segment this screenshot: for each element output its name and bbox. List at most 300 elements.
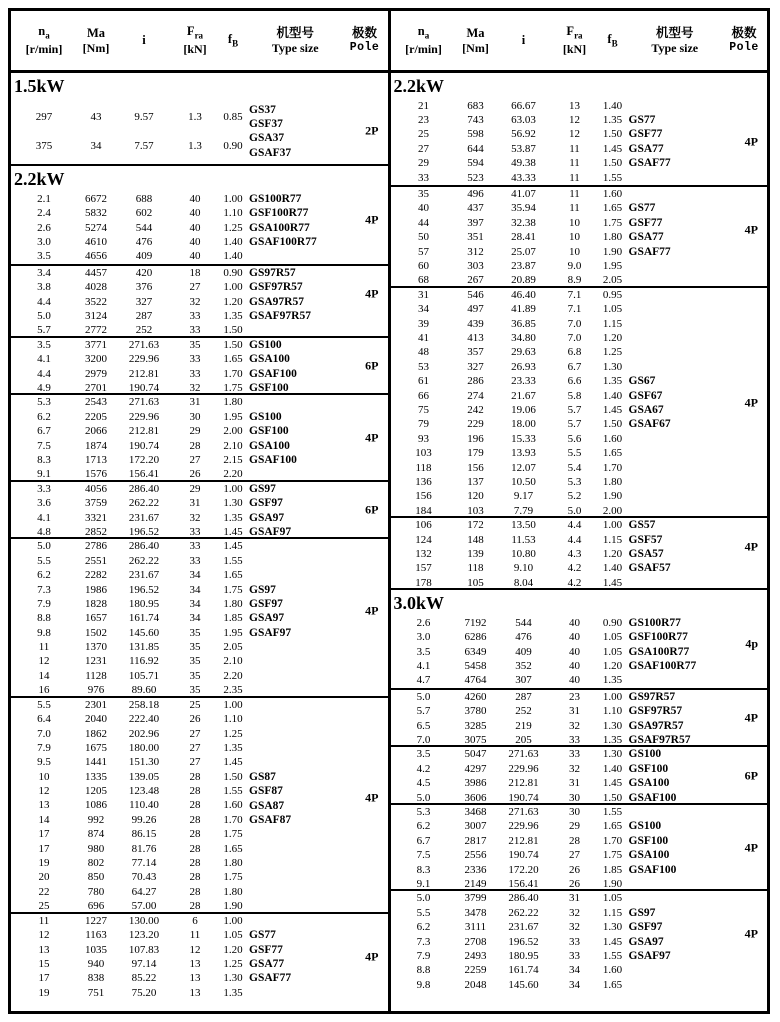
fra-value: 27 [189, 727, 201, 740]
na-value: 17 [38, 828, 50, 841]
fra-value: 11 [569, 157, 580, 170]
type-size-list [249, 410, 297, 468]
fb-value: 1.75 [223, 828, 243, 841]
ma-value: 274 [467, 389, 484, 402]
na-value: 13 [38, 943, 50, 956]
ma-value: 43 [90, 110, 102, 123]
table-row [11, 957, 388, 971]
i-value: 110.40 [129, 799, 159, 812]
na-value: 41 [418, 332, 429, 345]
ma-value: 2786 [85, 540, 107, 553]
table-row [11, 698, 388, 712]
i-value: 26.93 [511, 360, 536, 373]
fra-value: 32 [569, 906, 580, 919]
left-panel [11, 11, 388, 1011]
i-value: 123.48 [128, 785, 160, 798]
type-size-list [629, 906, 671, 964]
type-size-name: GSAF97 [249, 626, 292, 639]
na-value: 5.0 [416, 690, 431, 703]
i-value: 271.63 [508, 748, 539, 761]
na-value: 48 [418, 346, 429, 359]
na-value: 4.4 [37, 295, 51, 308]
ma-value: 156 [467, 461, 484, 474]
fra-value: 23 [569, 690, 580, 703]
fb-value: 1.80 [223, 396, 243, 409]
ma-value: 3111 [464, 921, 487, 934]
fb-value: 1.10 [223, 713, 243, 726]
i-value: 34.80 [511, 332, 536, 345]
row-group [391, 803, 768, 889]
fra-value: 29 [189, 425, 201, 438]
fb-value: 2.35 [223, 684, 243, 697]
fb-value: 0.90 [602, 616, 623, 629]
fb-value: 1.30 [602, 748, 623, 761]
ma-value: 1713 [85, 453, 107, 466]
fra-value: 13 [189, 957, 201, 970]
ma-value: 120 [467, 490, 484, 503]
i-value: 9.10 [513, 562, 534, 575]
na-value: 23 [418, 114, 429, 127]
i-value: 205 [515, 733, 532, 746]
fb-value: 1.50 [602, 791, 623, 804]
fb-value: 1.95 [223, 410, 243, 423]
na-value: 7.3 [416, 935, 431, 948]
fb-value: 1.00 [223, 914, 243, 927]
fb-value: 1.35 [223, 986, 243, 999]
ma-value: 6286 [464, 631, 487, 644]
i-value: 36.85 [511, 317, 536, 330]
ma-value: 3285 [464, 719, 487, 732]
table-row [11, 539, 388, 553]
fra-value: 30 [569, 791, 580, 804]
fb-value: 1.40 [602, 562, 623, 575]
i-value: 271.63 [128, 396, 160, 409]
fra-value: 30 [189, 410, 201, 423]
na-value: 3.5 [416, 748, 431, 761]
i-value: 15.33 [511, 432, 536, 445]
na-value: 3.4 [37, 266, 51, 279]
na-value: 3.0 [37, 235, 51, 248]
table-row [11, 410, 388, 424]
fb-value: 1.80 [223, 597, 243, 610]
type-size-name: GSAF100 [628, 791, 677, 804]
type-size-list [629, 374, 671, 432]
type-size-name: GSF77 [249, 943, 283, 956]
fb-value: 1.15 [602, 906, 623, 919]
table-row [391, 374, 768, 388]
fb-value: 1.50 [602, 157, 623, 170]
table-row [391, 630, 768, 644]
pole-value: 6P [365, 358, 379, 373]
fb-value: 1.35 [602, 375, 623, 388]
fra-value: 28 [189, 871, 201, 884]
i-value: 57.00 [131, 900, 157, 913]
col-header-ma [77, 25, 115, 57]
table-row [391, 113, 768, 127]
fra-value: 25 [189, 698, 201, 711]
i-value: 77.14 [131, 857, 157, 870]
table-row [391, 906, 768, 920]
fb-value: 1.20 [602, 332, 623, 345]
ma-value: 5458 [464, 659, 487, 672]
i-value: 286.40 [128, 540, 160, 553]
ma-value: 229 [467, 418, 484, 431]
fra-value: 7.0 [567, 317, 582, 330]
na-value: 6.2 [37, 569, 51, 582]
table-row [391, 718, 768, 732]
ma-value: 2852 [85, 525, 107, 538]
table-row [11, 654, 388, 668]
i-value: 172.20 [128, 453, 160, 466]
table-row [391, 403, 768, 417]
section-title: 2.2kW [14, 169, 65, 190]
i-value: 688 [135, 192, 153, 205]
ma-value: 196 [467, 432, 484, 445]
section-title: 3.0kW [393, 593, 445, 614]
fra-value: 26 [189, 468, 201, 481]
na-value: 8.8 [37, 612, 51, 625]
fb-value: 2.05 [223, 641, 243, 654]
ma-value: 5047 [464, 748, 487, 761]
fb-value: 1.65 [223, 842, 243, 855]
type-size-list [629, 113, 671, 171]
fra-value: 7.1 [567, 288, 582, 301]
fb-value: 1.00 [223, 482, 243, 495]
na-value: 7.9 [37, 741, 51, 754]
fra-value: 28 [189, 857, 201, 870]
row-group [391, 745, 768, 803]
na-value: 34 [418, 303, 429, 316]
i-value: 12.07 [511, 461, 536, 474]
table-row [391, 288, 768, 302]
type-size-name: GSAF97 [249, 525, 292, 538]
na-value: 157 [415, 562, 432, 575]
na-value: 5.7 [416, 705, 431, 718]
fra-value: 26 [569, 877, 580, 890]
type-size-list [249, 482, 291, 540]
table-row [391, 704, 768, 718]
na-value: 12 [38, 785, 50, 798]
ma-value: 2149 [464, 877, 487, 890]
na-value: 11 [38, 914, 50, 927]
ma-value: 2040 [85, 713, 107, 726]
i-value: 89.60 [131, 684, 157, 697]
table-row [391, 302, 768, 316]
type-size-name: GSA97 [249, 612, 285, 625]
i-value: 544 [515, 616, 532, 629]
fra-value: 31 [189, 497, 201, 510]
table-row [11, 798, 388, 812]
pole-en: Pole [729, 41, 759, 55]
fb-value: 1.40 [602, 389, 623, 402]
fra-value: 28 [189, 799, 201, 812]
fra-value: 8.9 [567, 274, 582, 287]
fb-value: 1.60 [602, 188, 623, 201]
na-value: 5.0 [416, 791, 431, 804]
table-row [11, 726, 388, 740]
na-value: 13 [38, 799, 50, 812]
i-value: 29.63 [511, 346, 536, 359]
i-value: 123.20 [128, 929, 160, 942]
i-value: 139.05 [128, 770, 160, 783]
na-value: 4.1 [416, 659, 431, 672]
fra-symbol: $F_{ra}$ [186, 24, 204, 41]
na-value: 7.5 [37, 439, 51, 452]
fra-value: 35 [189, 626, 201, 639]
fb-value: 1.50 [223, 770, 243, 783]
ma-value: 3780 [464, 705, 487, 718]
i-value: 18.00 [511, 418, 536, 431]
ma-value: 105 [467, 576, 484, 589]
na-value: 2.6 [37, 221, 51, 234]
i-value: 9.57 [134, 110, 154, 123]
na-value: 12 [38, 655, 50, 668]
pole-value: 2P [365, 123, 379, 138]
ma-value: 2048 [464, 978, 487, 991]
fra-value: 5.2 [567, 490, 582, 503]
i-value: 23.33 [511, 375, 536, 388]
ma-value: 1576 [85, 468, 107, 481]
table-row [391, 862, 768, 876]
fb-value: 1.30 [223, 972, 243, 985]
table-row [11, 971, 388, 985]
table-row [11, 424, 388, 438]
type-size-name: GSA97R57 [628, 719, 684, 732]
ma-value: 437 [467, 202, 484, 215]
na-value: 5.5 [37, 698, 51, 711]
fra-value: 34 [189, 612, 201, 625]
i-value: 10.50 [511, 475, 536, 488]
row-group [11, 99, 388, 165]
na-value: 106 [415, 519, 432, 532]
fb-value: 1.50 [602, 418, 623, 431]
fra-value: 27 [189, 453, 201, 466]
fb-value: 2.20 [223, 669, 243, 682]
na-value: 25 [38, 900, 50, 913]
i-value: 476 [515, 631, 532, 644]
fra-value: 12 [189, 943, 201, 956]
fb-value: 1.60 [602, 432, 623, 445]
fb-value: 0.90 [223, 139, 243, 152]
ma-value: 34 [90, 139, 102, 152]
i-value: 327 [135, 295, 153, 308]
col-header-na [11, 23, 77, 58]
na-value: 2.4 [37, 207, 51, 220]
fra-value: 29 [569, 820, 580, 833]
ma-value: 780 [87, 885, 105, 898]
type-size-name: GS77 [249, 929, 276, 942]
na-value: 5.7 [37, 324, 51, 337]
i-value: 231.67 [128, 569, 160, 582]
type-size-name: GSAF77 [249, 972, 292, 985]
na-value: 15 [38, 957, 50, 970]
fb-value: 1.35 [602, 114, 623, 127]
fb-value: 2.20 [223, 468, 243, 481]
i-value: 28.41 [511, 231, 536, 244]
fb-value: 1.30 [602, 921, 623, 934]
ma-value: 874 [87, 828, 105, 841]
fra-value: 34 [189, 597, 201, 610]
ma-value: 1502 [85, 626, 107, 639]
fb-value: 1.20 [602, 659, 623, 672]
ma-value: 397 [467, 216, 484, 229]
type-size-name: GSF57 [628, 533, 663, 546]
ma-value: 850 [87, 871, 105, 884]
fb-value: 1.20 [223, 295, 243, 308]
pole-value: 4P [365, 949, 379, 964]
fb-value: 1.45 [223, 525, 243, 538]
na-value: 4.1 [37, 353, 51, 366]
type-size-name: GS100 [628, 748, 662, 761]
table-row [391, 673, 768, 687]
fb-value: 1.70 [602, 461, 623, 474]
fra-value: 27 [189, 281, 201, 294]
type-size-list [249, 338, 297, 396]
fra-value: 29 [189, 482, 201, 495]
type-size-name: GSA97 [628, 935, 664, 948]
fb-value: 1.35 [602, 733, 623, 746]
na-value: 9.8 [37, 626, 51, 639]
table-row [11, 206, 388, 220]
i-value: 222.40 [128, 713, 160, 726]
fb-value: 1.00 [602, 690, 623, 703]
type-size-en: Type size [271, 40, 319, 55]
fb-value: 1.40 [602, 99, 623, 112]
fb-value: 1.75 [223, 871, 243, 884]
na-value: 6.2 [416, 820, 431, 833]
ma-value: 3124 [85, 309, 107, 322]
ma-value: 2772 [85, 324, 107, 337]
fra-value: 28 [189, 885, 201, 898]
fra-value: 12 [569, 128, 580, 141]
i-value: 196.52 [508, 935, 539, 948]
fb-value: 1.85 [602, 863, 623, 876]
fb-value: 1.20 [223, 943, 243, 956]
na-value: 2.1 [37, 192, 51, 205]
column-header-row [11, 11, 388, 73]
table-row [11, 712, 388, 726]
fb-value: 1.40 [223, 235, 243, 248]
fb-symbol: $f_B$ [227, 31, 239, 49]
table-row [11, 813, 388, 827]
fb-value: 1.35 [223, 741, 243, 754]
table-row [391, 690, 768, 704]
fra-value: 40 [569, 616, 580, 629]
na-value: 16 [38, 684, 50, 697]
ma-value: 2205 [85, 410, 107, 423]
i-value: 286.40 [128, 482, 160, 495]
i-value: 258.18 [128, 698, 160, 711]
fb-value: 1.45 [223, 540, 243, 553]
fra-value: 13 [189, 972, 201, 985]
fb-value: 1.65 [602, 447, 623, 460]
table-row [11, 103, 388, 132]
na-value: 27 [418, 142, 429, 155]
type-size-name: GSF100R77 [628, 631, 688, 644]
i-value: 262.22 [128, 497, 160, 510]
fra-value: 13 [189, 986, 201, 999]
pole-value: 4P [744, 539, 758, 554]
ma-value: 286 [467, 375, 484, 388]
table-row [11, 986, 388, 1000]
fb-value: 1.25 [602, 346, 623, 359]
na-value: 7.0 [416, 733, 431, 746]
type-size-list [629, 747, 677, 805]
ma-value: 838 [87, 972, 105, 985]
ma-value: 1086 [85, 799, 107, 812]
fb-value: 1.50 [223, 324, 243, 337]
fra-value: 28 [189, 770, 201, 783]
i-value: 229.96 [128, 410, 160, 423]
ma-value: 523 [467, 171, 484, 184]
type-size-name: GSA77 [628, 142, 664, 155]
table-row [391, 432, 768, 446]
type-size-name: GSAF100 [249, 367, 297, 380]
i-value: 376 [135, 281, 153, 294]
fb-value: 1.05 [223, 929, 243, 942]
fb-value: 1.65 [602, 978, 623, 991]
table-row [391, 345, 768, 359]
fra-value: 35 [189, 641, 201, 654]
fra-value: 4.2 [567, 562, 582, 575]
ma-value: 4610 [85, 235, 107, 248]
i-value: 252 [515, 705, 532, 718]
table-row [391, 489, 768, 503]
i-value: 231.67 [508, 921, 539, 934]
fb-value: 1.90 [223, 900, 243, 913]
table-row [391, 259, 768, 273]
ma-value: 242 [467, 404, 484, 416]
na-value: 6.5 [416, 719, 431, 732]
fb-value: 1.30 [602, 360, 623, 373]
fra-value: 10 [569, 231, 580, 244]
ma-value: 139 [467, 548, 484, 561]
ma-unit: [Nm] [462, 40, 489, 55]
fra-value: 5.0 [567, 504, 582, 517]
i-value: 116.92 [129, 655, 159, 668]
na-value: 10 [38, 770, 50, 783]
fra-value: 10 [569, 245, 580, 258]
fra-value: 33 [189, 367, 201, 380]
fb-value: 1.70 [223, 367, 243, 380]
i-value: 9.17 [513, 490, 534, 503]
i-symbol: i [142, 33, 146, 48]
i-value: 229.96 [128, 353, 160, 366]
fra-value: 26 [569, 863, 580, 876]
table-row [11, 611, 388, 625]
na-value: 79 [418, 418, 429, 431]
type-size-name: GS77 [628, 202, 656, 215]
na-value: 33 [418, 171, 429, 184]
ma-value: 1205 [85, 785, 107, 798]
na-value: 6.7 [416, 834, 431, 847]
col-header-pole [342, 25, 388, 56]
i-value: 180.00 [128, 741, 160, 754]
table-row [11, 885, 388, 899]
na-value: 19 [38, 986, 50, 999]
i-value: 20.89 [511, 274, 536, 287]
table-row [391, 644, 768, 658]
i-value: 99.26 [131, 813, 157, 826]
i-value: 131.85 [128, 641, 160, 654]
ma-value: 644 [467, 142, 484, 155]
ma-value: 2543 [85, 396, 107, 409]
fb-value: 1.30 [602, 719, 623, 732]
i-value: 202.96 [128, 727, 160, 740]
pole-value: 6P [365, 502, 379, 517]
type-size-name: GSF97 [628, 921, 663, 934]
ma-value: 1370 [85, 641, 107, 654]
